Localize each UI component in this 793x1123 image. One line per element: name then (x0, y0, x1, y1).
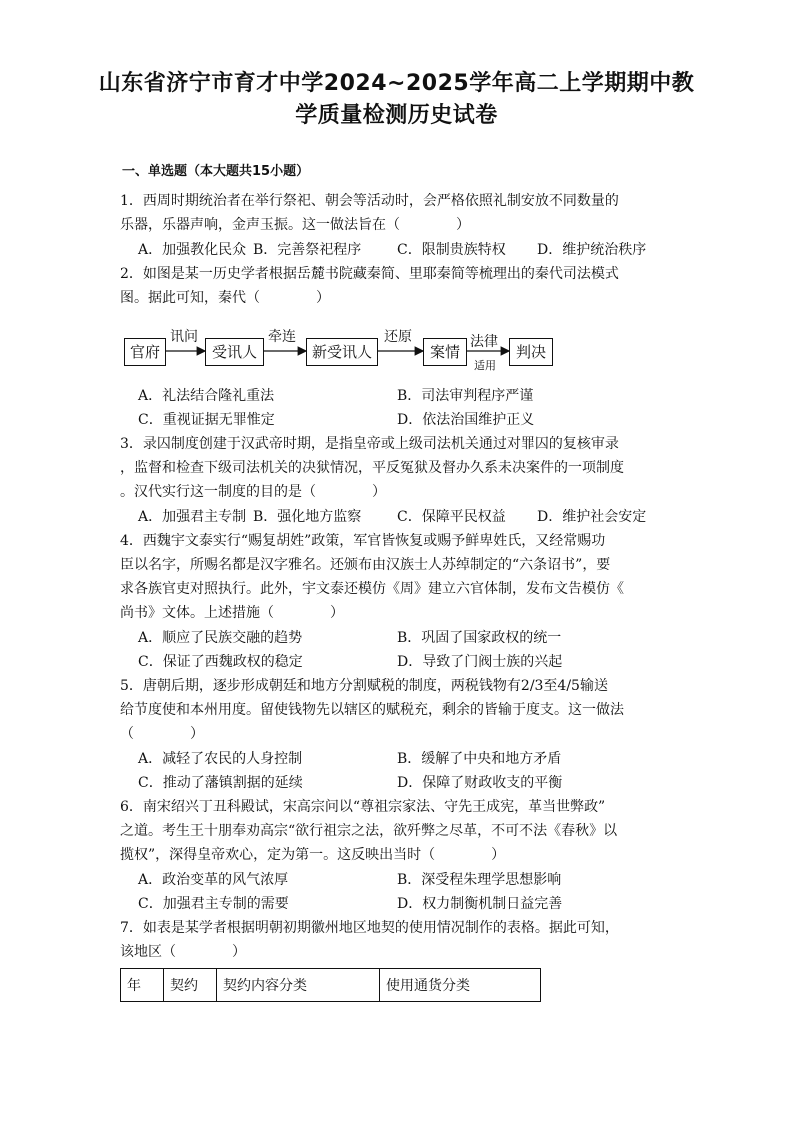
q7-table-header: 契约内容分类 (217, 969, 380, 1002)
exam-title-line2: 学质量检测历史试卷 (295, 103, 498, 128)
flow-box-panjue: 判决 (509, 338, 553, 366)
q6-option-b: B．深受程朱理学思想影响 (397, 872, 562, 888)
q1-stem-line: 乐器，乐器声响，金声玉振。这一做法旨在（ ） (120, 217, 470, 233)
q4-stem-line: 4．西魏宇文泰实行“赐复胡姓”政策，军官皆恢复或赐予鲜卑姓氏，又经常赐功 (120, 533, 606, 549)
q3-option-d: D．维护社会安定 (537, 509, 647, 525)
q5-option-c: C．推动了藩镇割据的延续 (138, 775, 303, 791)
q6-stem-line: 揽权”，深得皇帝欢心，定为第一。这反映出当时（ ） (120, 847, 506, 863)
flow-label-huanyuan: 还原 (384, 329, 412, 345)
flow-label-qianlian: 牵连 (268, 329, 296, 345)
q1-stem-line: 1．西周时期统治者在举行祭祀、朝会等活动时，会严格依照礼制安放不同数量的 (120, 193, 619, 209)
q4-stem-line: 尚书》文体。上述措施（ ） (120, 605, 344, 621)
q3-stem-line: ，监督和检查下级司法机关的决狱情况，平反冤狱及督办久系未决案件的一项制度 (120, 460, 624, 476)
exam-title-line1: 山东省济宁市育才中学2024~2025学年高二上学期期中教 (98, 71, 695, 96)
q3-stem-line: 。汉代实行这一制度的目的是（ ） (120, 484, 386, 500)
q2-option-b: B．司法审判程序严谨 (397, 388, 534, 404)
q2-option-a: A．礼法结合隆礼重法 (138, 388, 275, 404)
q7-stem-line: 7．如表是某学者根据明朝初期徽州地区地契的使用情况制作的表格。据此可知， (120, 920, 619, 936)
q4-stem-line: 求各族官吏对照执行。此外，宇文泰还模仿《周》建立六官体制，发布文告模仿《 (120, 581, 624, 597)
q6-option-c: C．加强君主专制的需要 (138, 896, 289, 912)
q6-option-a: A．政治变革的风气浓厚 (138, 872, 289, 888)
q7-table-header: 使用通货分类 (380, 969, 541, 1002)
q2-stem-line: 2．如图是某一历史学者根据岳麓书院藏秦简、里耶秦简等梳理出的秦代司法模式 (120, 266, 619, 282)
q1-option-c: C．限制贵族特权 (397, 242, 506, 258)
q3-option-b: B．强化地方监察 (253, 509, 362, 525)
q4-option-d: D．导致了门阀士族的兴起 (397, 654, 563, 670)
q5-option-b: B．缓解了中央和地方矛盾 (397, 751, 562, 767)
q5-stem-line: （ ） (120, 726, 204, 742)
flow-label-shiyong: 适用 (474, 359, 496, 372)
q2-option-c: C．重视证据无罪惟定 (138, 412, 275, 428)
q7-stem-line: 该地区（ ） (120, 944, 246, 960)
flow-box-guanfu: 官府 (124, 338, 166, 366)
flow-label-falv: 法律 (470, 334, 498, 350)
q5-stem-line: 5．唐朝后期，逐步形成朝廷和地方分割赋税的制度，两税钱物有2/3至4/5输送 (120, 678, 608, 694)
q7-table-header-row (121, 969, 541, 1002)
q5-option-d: D．保障了财政收支的平衡 (397, 775, 563, 791)
q1-option-a: A．加强教化民众 (138, 242, 247, 258)
section-heading: 一、单选题（本大题共15小题） (122, 164, 310, 179)
q1-option-d: D．维护统治秩序 (537, 242, 647, 258)
flow-box-shouxunren: 受讯人 (205, 338, 264, 366)
q7-table-header: 年 (121, 969, 164, 1002)
q4-option-c: C．保证了西魏政权的稳定 (138, 654, 303, 670)
q3-stem-line: 3．录囚制度创建于汉武帝时期，是指皇帝或上级司法机关通过对罪囚的复核审录 (120, 436, 619, 452)
q6-stem-line: 之道。考生王十朋奉劝高宗“欲行祖宗之法，欲歼弊之尽革，不可不法《春秋》以 (120, 823, 618, 839)
flow-box-anqing: 案情 (423, 338, 467, 366)
q1-option-b: B．完善祭祀程序 (253, 242, 362, 258)
q5-stem-line: 给节度使和本州用度。留使钱物先以辖区的赋税充，剩余的皆输于度支。这一做法 (120, 702, 624, 718)
q6-stem-line: 6．南宋绍兴丁丑科殿试，宋高宗问以“尊祖宗家法、守先王成宪，革当世弊政” (120, 799, 606, 815)
q6-option-d: D．权力制衡机制日益完善 (397, 896, 563, 912)
q5-option-a: A．减轻了农民的人身控制 (138, 751, 303, 767)
q2-option-d: D．依法治国维护正义 (397, 412, 535, 428)
q2-stem-line: 图。据此可知，秦代（ ） (120, 290, 330, 306)
q4-stem-line: 臣以名字，所赐名都是汉字雅名。还颁布由汉族士人苏绰制定的“六条诏书”，要 (120, 557, 611, 573)
q3-option-a: A．加强君主专制 (138, 509, 247, 525)
q4-option-a: A．顺应了民族交融的趋势 (138, 630, 303, 646)
q4-option-b: B．巩固了国家政权的统一 (397, 630, 562, 646)
q7-table (120, 968, 541, 1002)
flow-box-xinshouxunren: 新受讯人 (306, 338, 378, 366)
q7-table-header: 契约 (164, 969, 217, 1002)
flow-label-xunwen: 讯问 (170, 329, 198, 345)
q3-option-c: C．保障平民权益 (397, 509, 506, 525)
